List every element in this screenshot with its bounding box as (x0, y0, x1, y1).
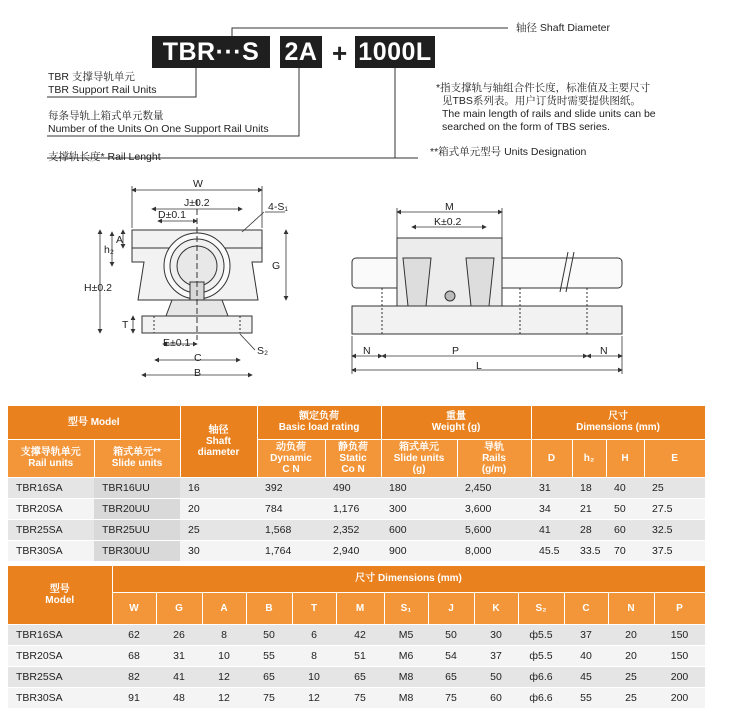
rail-length-label: 支撑轨长度* Rail Lenght (48, 151, 161, 163)
code-series-box: TBR···S (152, 36, 270, 68)
cell-value: M5 (384, 624, 428, 645)
specs-table-1 (8, 406, 706, 562)
cell-slide: TBR25UU (94, 519, 180, 540)
cell-wr: 2,450 (457, 477, 531, 498)
cell-value: 200 (654, 687, 705, 708)
cell-value: 12 (292, 687, 336, 708)
cell-value: 42 (336, 624, 384, 645)
header-shaft: 轴径 Shaft diameter (180, 406, 257, 477)
code-units-box: 2A (280, 36, 322, 68)
cell-ws: 600 (381, 519, 457, 540)
dim-N-left: N (363, 345, 371, 357)
dim-G: G (272, 260, 281, 272)
note-1-en-line2: searched on the form of TBS series. (442, 121, 610, 133)
specs-table-2 (8, 566, 706, 709)
cell-h2: 28 (572, 519, 606, 540)
cell-E: 27.5 (644, 498, 705, 519)
cell-value: 62 (112, 624, 156, 645)
cell-value: 12 (202, 687, 246, 708)
cell-wr: 5,600 (457, 519, 531, 540)
cell-value: M8 (384, 687, 428, 708)
cell-slide: TBR16UU (94, 477, 180, 498)
cell-H: 50 (606, 498, 644, 519)
dim-C: C (194, 352, 202, 364)
cell-value: 10 (292, 666, 336, 687)
cell-E: 32.5 (644, 519, 705, 540)
cell-value: 6 (292, 624, 336, 645)
cell-value: 65 (246, 666, 292, 687)
note-1-en-line1: The main length of rails and slide units can be (442, 108, 656, 120)
dim-D: D±0.1 (158, 209, 186, 221)
header-model: 型号 Model (8, 406, 180, 439)
side-view (352, 238, 622, 334)
dim-H: H±0.2 (84, 282, 112, 294)
header-col: J (428, 592, 474, 624)
cell-value: 75 (246, 687, 292, 708)
cell-value: ф6.6 (518, 687, 564, 708)
cell-shaft: 30 (180, 540, 257, 561)
cell-value: 54 (428, 645, 474, 666)
table-row (8, 477, 705, 498)
cell-value: 51 (336, 645, 384, 666)
cell-ws: 900 (381, 540, 457, 561)
table-row (8, 540, 705, 561)
cell-wr: 8,000 (457, 540, 531, 561)
header-col: N (608, 592, 654, 624)
dim-S1: 4-S₁ (268, 201, 288, 213)
specs-table-2-body (8, 624, 705, 708)
header-col: A (202, 592, 246, 624)
cell-value: 40 (564, 645, 608, 666)
cell-model: TBR16SA (8, 624, 112, 645)
cell-sta: 2,352 (325, 519, 381, 540)
cell-h2: 21 (572, 498, 606, 519)
cell-value: 25 (608, 687, 654, 708)
units-label-cn: 每条导轨上箱式单元数量 (48, 110, 164, 122)
note-2-units-designation: **箱式单元型号 Units Designation (430, 146, 587, 158)
cell-E: 25 (644, 477, 705, 498)
cell-H: 70 (606, 540, 644, 561)
header-col: W (112, 592, 156, 624)
cell-model: TBR20SA (8, 645, 112, 666)
dim-A: A (116, 234, 124, 246)
cell-value: 200 (654, 666, 705, 687)
note-1-cn-line1: *指支撑轨与轴组合件长度，标准值及主要尺寸 (436, 82, 651, 94)
header-weight-slide: 箱式单元 Slide units (g) (381, 439, 457, 477)
dim-J: J±0.2 (184, 197, 210, 209)
cell-value: 10 (202, 645, 246, 666)
specs-table-1-body (8, 477, 705, 561)
cell-value: 91 (112, 687, 156, 708)
header-col: C (564, 592, 608, 624)
cell-sta: 490 (325, 477, 381, 498)
header-D: D (531, 439, 572, 477)
header-col: M (336, 592, 384, 624)
dim-P: P (452, 345, 460, 357)
cell-value: 20 (608, 624, 654, 645)
dim-W: W (193, 178, 203, 190)
header-col: G (156, 592, 202, 624)
table-row (8, 624, 705, 645)
cell-value: ф5.5 (518, 645, 564, 666)
cell-value: 55 (564, 687, 608, 708)
cell-dyn: 1,764 (257, 540, 325, 561)
cell-value: 37 (474, 645, 518, 666)
cell-ws: 180 (381, 477, 457, 498)
dim-h2: h₂ (104, 244, 114, 256)
header-rail-units: 支撑导轨单元 Rail units (8, 439, 94, 477)
cell-value: 8 (202, 624, 246, 645)
dim-S2: S₂ (257, 345, 269, 357)
cell-model: TBR25SA (8, 666, 112, 687)
cell-value: M6 (384, 645, 428, 666)
cell-value: 65 (336, 666, 384, 687)
cell-rail: TBR30SA (8, 540, 94, 561)
cell-value: 26 (156, 624, 202, 645)
cell-H: 60 (606, 519, 644, 540)
cell-sta: 2,940 (325, 540, 381, 561)
cell-value: 75 (428, 687, 474, 708)
header-col: K (474, 592, 518, 624)
cell-value: 50 (474, 666, 518, 687)
cell-value: 8 (292, 645, 336, 666)
table-row (8, 519, 705, 540)
header-weight-rails: 导轨 Rails (g/m) (457, 439, 531, 477)
header-H: H (606, 439, 644, 477)
cell-value: 30 (474, 624, 518, 645)
table-row (8, 645, 705, 666)
cell-value: 60 (474, 687, 518, 708)
cell-shaft: 20 (180, 498, 257, 519)
cell-H: 40 (606, 477, 644, 498)
header-dimensions-2: 尺寸 Dimensions (mm) (112, 566, 705, 592)
cell-D: 45.5 (531, 540, 572, 561)
cell-h2: 18 (572, 477, 606, 498)
cell-value: 37 (564, 624, 608, 645)
header-col: S₂ (518, 592, 564, 624)
cell-value: ф6.6 (518, 666, 564, 687)
cell-value: 50 (428, 624, 474, 645)
cell-value: 45 (564, 666, 608, 687)
header-static: 静负荷 Static Co N (325, 439, 381, 477)
shaft-diameter-label: 轴径 Shaft Diameter (516, 22, 610, 34)
header-col: S₁ (384, 592, 428, 624)
header-col: B (246, 592, 292, 624)
cell-value: M8 (384, 666, 428, 687)
cell-shaft: 16 (180, 477, 257, 498)
cell-D: 41 (531, 519, 572, 540)
cell-value: 150 (654, 624, 705, 645)
dim-L: L (476, 360, 482, 372)
cell-D: 34 (531, 498, 572, 519)
dim-M: M (445, 201, 454, 213)
cell-value: 65 (428, 666, 474, 687)
header-dynamic: 动负荷 Dynamic C N (257, 439, 325, 477)
cell-value: 31 (156, 645, 202, 666)
code-length-box: 1000L (355, 36, 435, 68)
table-row (8, 498, 705, 519)
cell-value: 41 (156, 666, 202, 687)
dim-K: K±0.2 (434, 216, 462, 228)
header-slide-units: 箱式单元** Slide units (94, 439, 180, 477)
cell-value: 25 (608, 666, 654, 687)
header-h2: h₂ (572, 439, 606, 477)
header-E: E (644, 439, 705, 477)
cell-value: ф5.5 (518, 624, 564, 645)
cell-value: 150 (654, 645, 705, 666)
cell-sta: 1,176 (325, 498, 381, 519)
dim-T: T (122, 319, 129, 331)
cell-value: 50 (246, 624, 292, 645)
cell-value: 48 (156, 687, 202, 708)
cell-h2: 33.5 (572, 540, 606, 561)
cell-wr: 3,600 (457, 498, 531, 519)
support-rail-label-en: TBR Support Rail Units (48, 84, 157, 96)
cell-value: 82 (112, 666, 156, 687)
units-label-en: Number of the Units On One Support Rail Units (48, 123, 269, 135)
note-1-cn-line2: 见TBS系列表。用户订货时需要提供图纸。 (442, 95, 641, 107)
header-dimensions: 尺寸 Dimensions (mm) (531, 406, 705, 439)
cell-dyn: 392 (257, 477, 325, 498)
table-row (8, 687, 705, 708)
cell-dyn: 1,568 (257, 519, 325, 540)
support-rail-label-cn: TBR 支撑导轨单元 (48, 71, 135, 83)
cell-rail: TBR16SA (8, 477, 94, 498)
dim-N-right: N (600, 345, 608, 357)
cell-shaft: 25 (180, 519, 257, 540)
table-row (8, 666, 705, 687)
header-load: 额定负荷 Basic load rating (257, 406, 381, 439)
header-col: P (654, 592, 705, 624)
cell-rail: TBR25SA (8, 519, 94, 540)
cell-value: 20 (608, 645, 654, 666)
cell-rail: TBR20SA (8, 498, 94, 519)
cell-model: TBR30SA (8, 687, 112, 708)
cell-D: 31 (531, 477, 572, 498)
cell-value: 75 (336, 687, 384, 708)
cell-dyn: 784 (257, 498, 325, 519)
cell-value: 68 (112, 645, 156, 666)
cell-value: 12 (202, 666, 246, 687)
dim-E: E±0.1 (163, 337, 191, 349)
cell-value: 55 (246, 645, 292, 666)
header-model-2: 型号 Model (8, 566, 112, 624)
header-weight: 重量 Weight (g) (381, 406, 531, 439)
cell-slide: TBR30UU (94, 540, 180, 561)
dim-B: B (194, 367, 202, 379)
cell-slide: TBR20UU (94, 498, 180, 519)
cell-E: 37.5 (644, 540, 705, 561)
code-plus: + (332, 38, 348, 68)
header-col: T (292, 592, 336, 624)
cell-ws: 300 (381, 498, 457, 519)
